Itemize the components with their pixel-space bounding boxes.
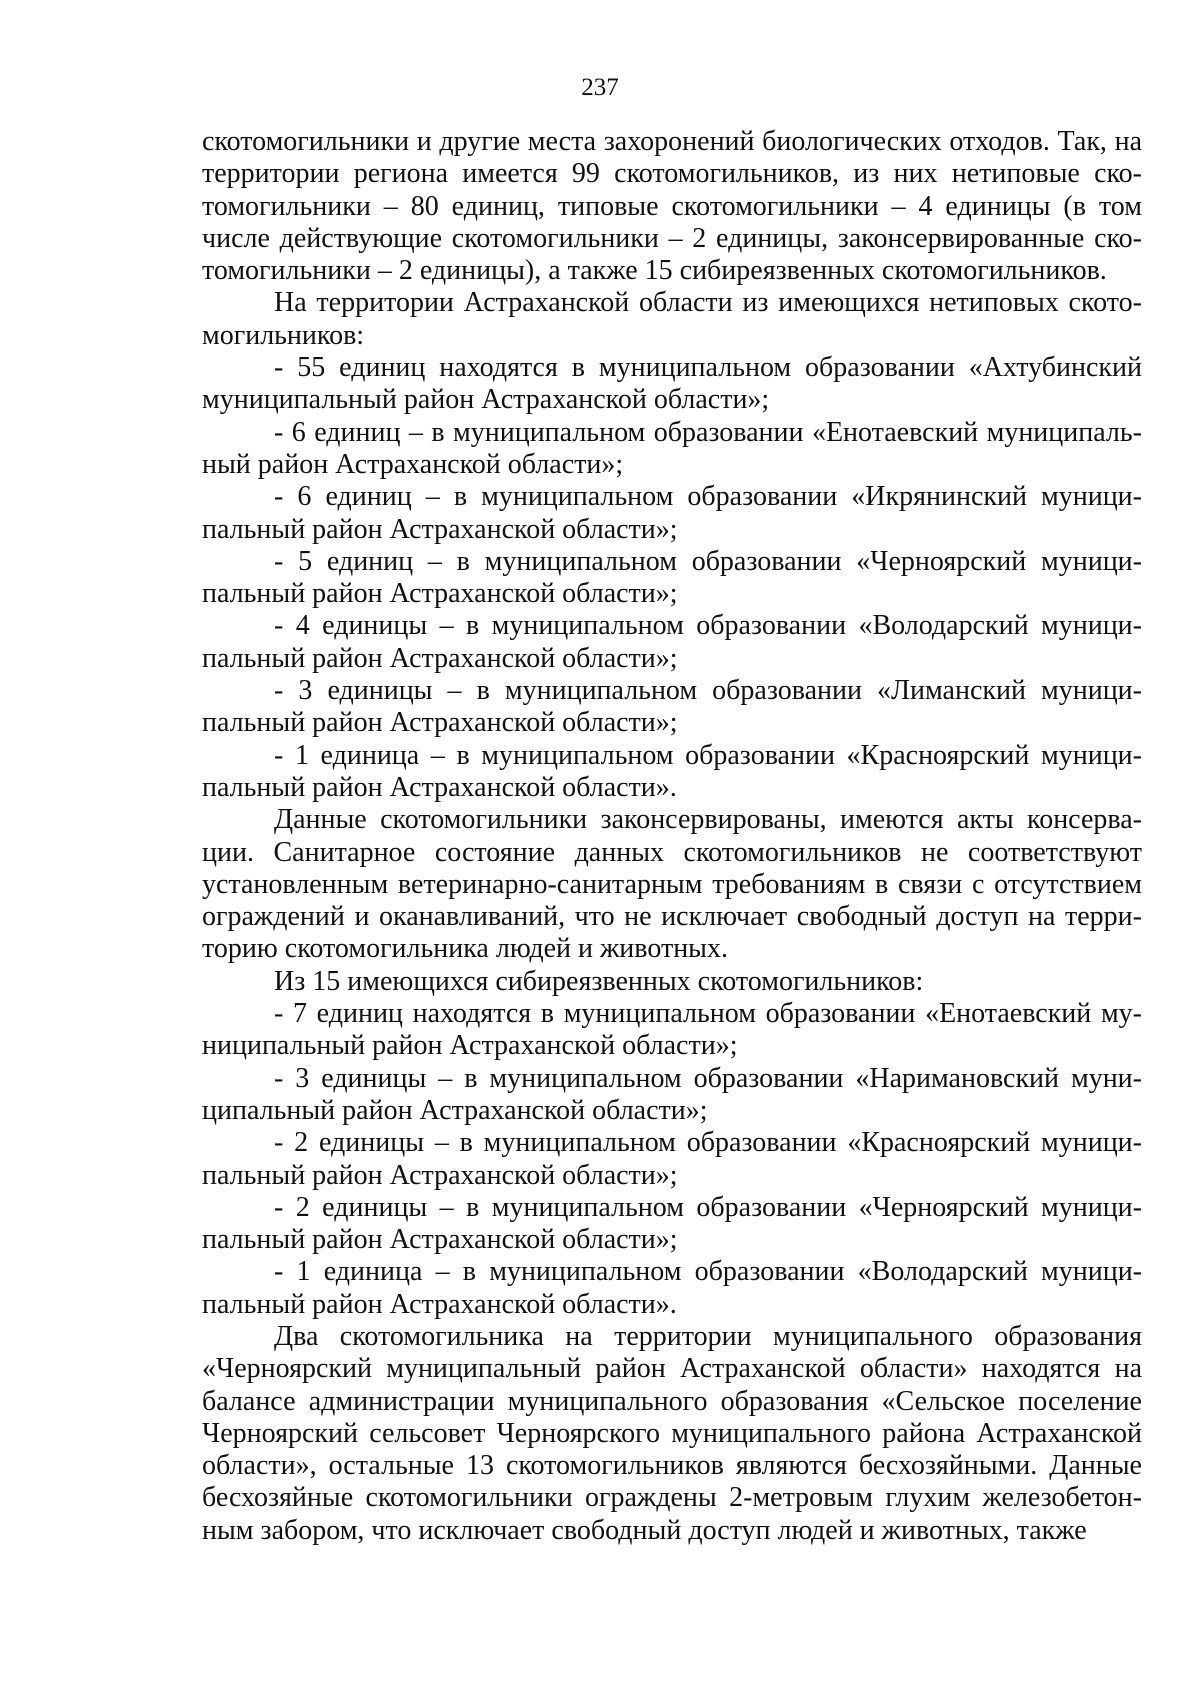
document-body [202, 126, 1142, 1547]
list-item: - 1 единица – в муниципальном образовании «Володарский муниципальный район Астраханской области». [202, 1256, 1142, 1320]
paragraph: Данные скотомогильники законсервированы, имеются акты консервации. Санитарное состояние данных скотомогильников не соответствуют установленным ветеринарно-санитарным требованиям в связи с отсутствием ограждений и оканавливаний, что не исключает свободный доступ на территорию скотомогильника людей и животных. [202, 804, 1142, 965]
paragraph: Два скотомогильника на территории муниципального образования «Черноярский муниципальный район Астраханской области» находятся на балансе администрации муниципального образования «Сельское поселение Черноярский сельсовет Черноярского муниципального района Астраханской области», остальные 13 скотомогильников являются бесхозяйными. Данные бесхозяйные скотомогильники ограждены 2-метровым глухим железобетонным забором, что исключает свободный доступ людей и животных, также [202, 1320, 1142, 1546]
list-item: - 5 единиц – в муниципальном образовании «Черноярский муниципальный район Астраханской области»; [202, 545, 1142, 610]
paragraph: На территории Астраханской области из имеющихся нетиповых скотомогильников: [202, 287, 1142, 351]
list-item: - 4 единицы – в муниципальном образовании «Володарский муниципальный район Астраханской области»; [202, 610, 1142, 674]
list-item: - 3 единицы – в муниципальном образовании «Наримановский муниципальный район Астраханской области»; [202, 1062, 1142, 1126]
list-item: - 2 единицы – в муниципальном образовании «Черноярский муниципальный район Астраханской области»; [202, 1191, 1142, 1256]
list-item: - 3 единицы – в муниципальном образовании «Лиманский муниципальный район Астраханской области»; [202, 675, 1142, 739]
list-item: - 6 единиц – в муниципальном образовании «Икрянинский муниципальный район Астраханской области»; [202, 481, 1142, 545]
list-item: - 7 единиц находятся в муниципальном образовании «Енотаевский муниципальный район Астраханской области»; [202, 998, 1142, 1062]
list-item: - 1 единица – в муниципальном образовании «Красноярский муниципальный район Астраханской области». [202, 739, 1142, 803]
list-item: - 2 единицы – в муниципальном образовании «Красноярский муниципальный район Астраханской области»; [202, 1127, 1142, 1191]
paragraph: скотомогильники и другие места захоронений биологических отходов. Так, на территории региона имеется 99 скотомогильников, из них нетиповые скотомогильники – 80 единиц, типовые скотомогильники – 4 единицы (в том числе действующие скотомогильники – 2 единицы, законсервированные скотомогильники – 2 единицы), а также 15 сибиреязвенных скотомогильников. [202, 126, 1142, 287]
paragraph: Из 15 имеющихся сибиреязвенных скотомогильников: [274, 965, 924, 997]
list-item: - 6 единиц – в муниципальном образовании «Енотаевский муниципальный район Астраханской области»; [202, 416, 1142, 480]
list-item: - 55 единиц находятся в муниципальном образовании «Ахтубинский муниципальный район Астраханской области»; [202, 352, 1142, 416]
page-number: 237 [581, 74, 619, 101]
